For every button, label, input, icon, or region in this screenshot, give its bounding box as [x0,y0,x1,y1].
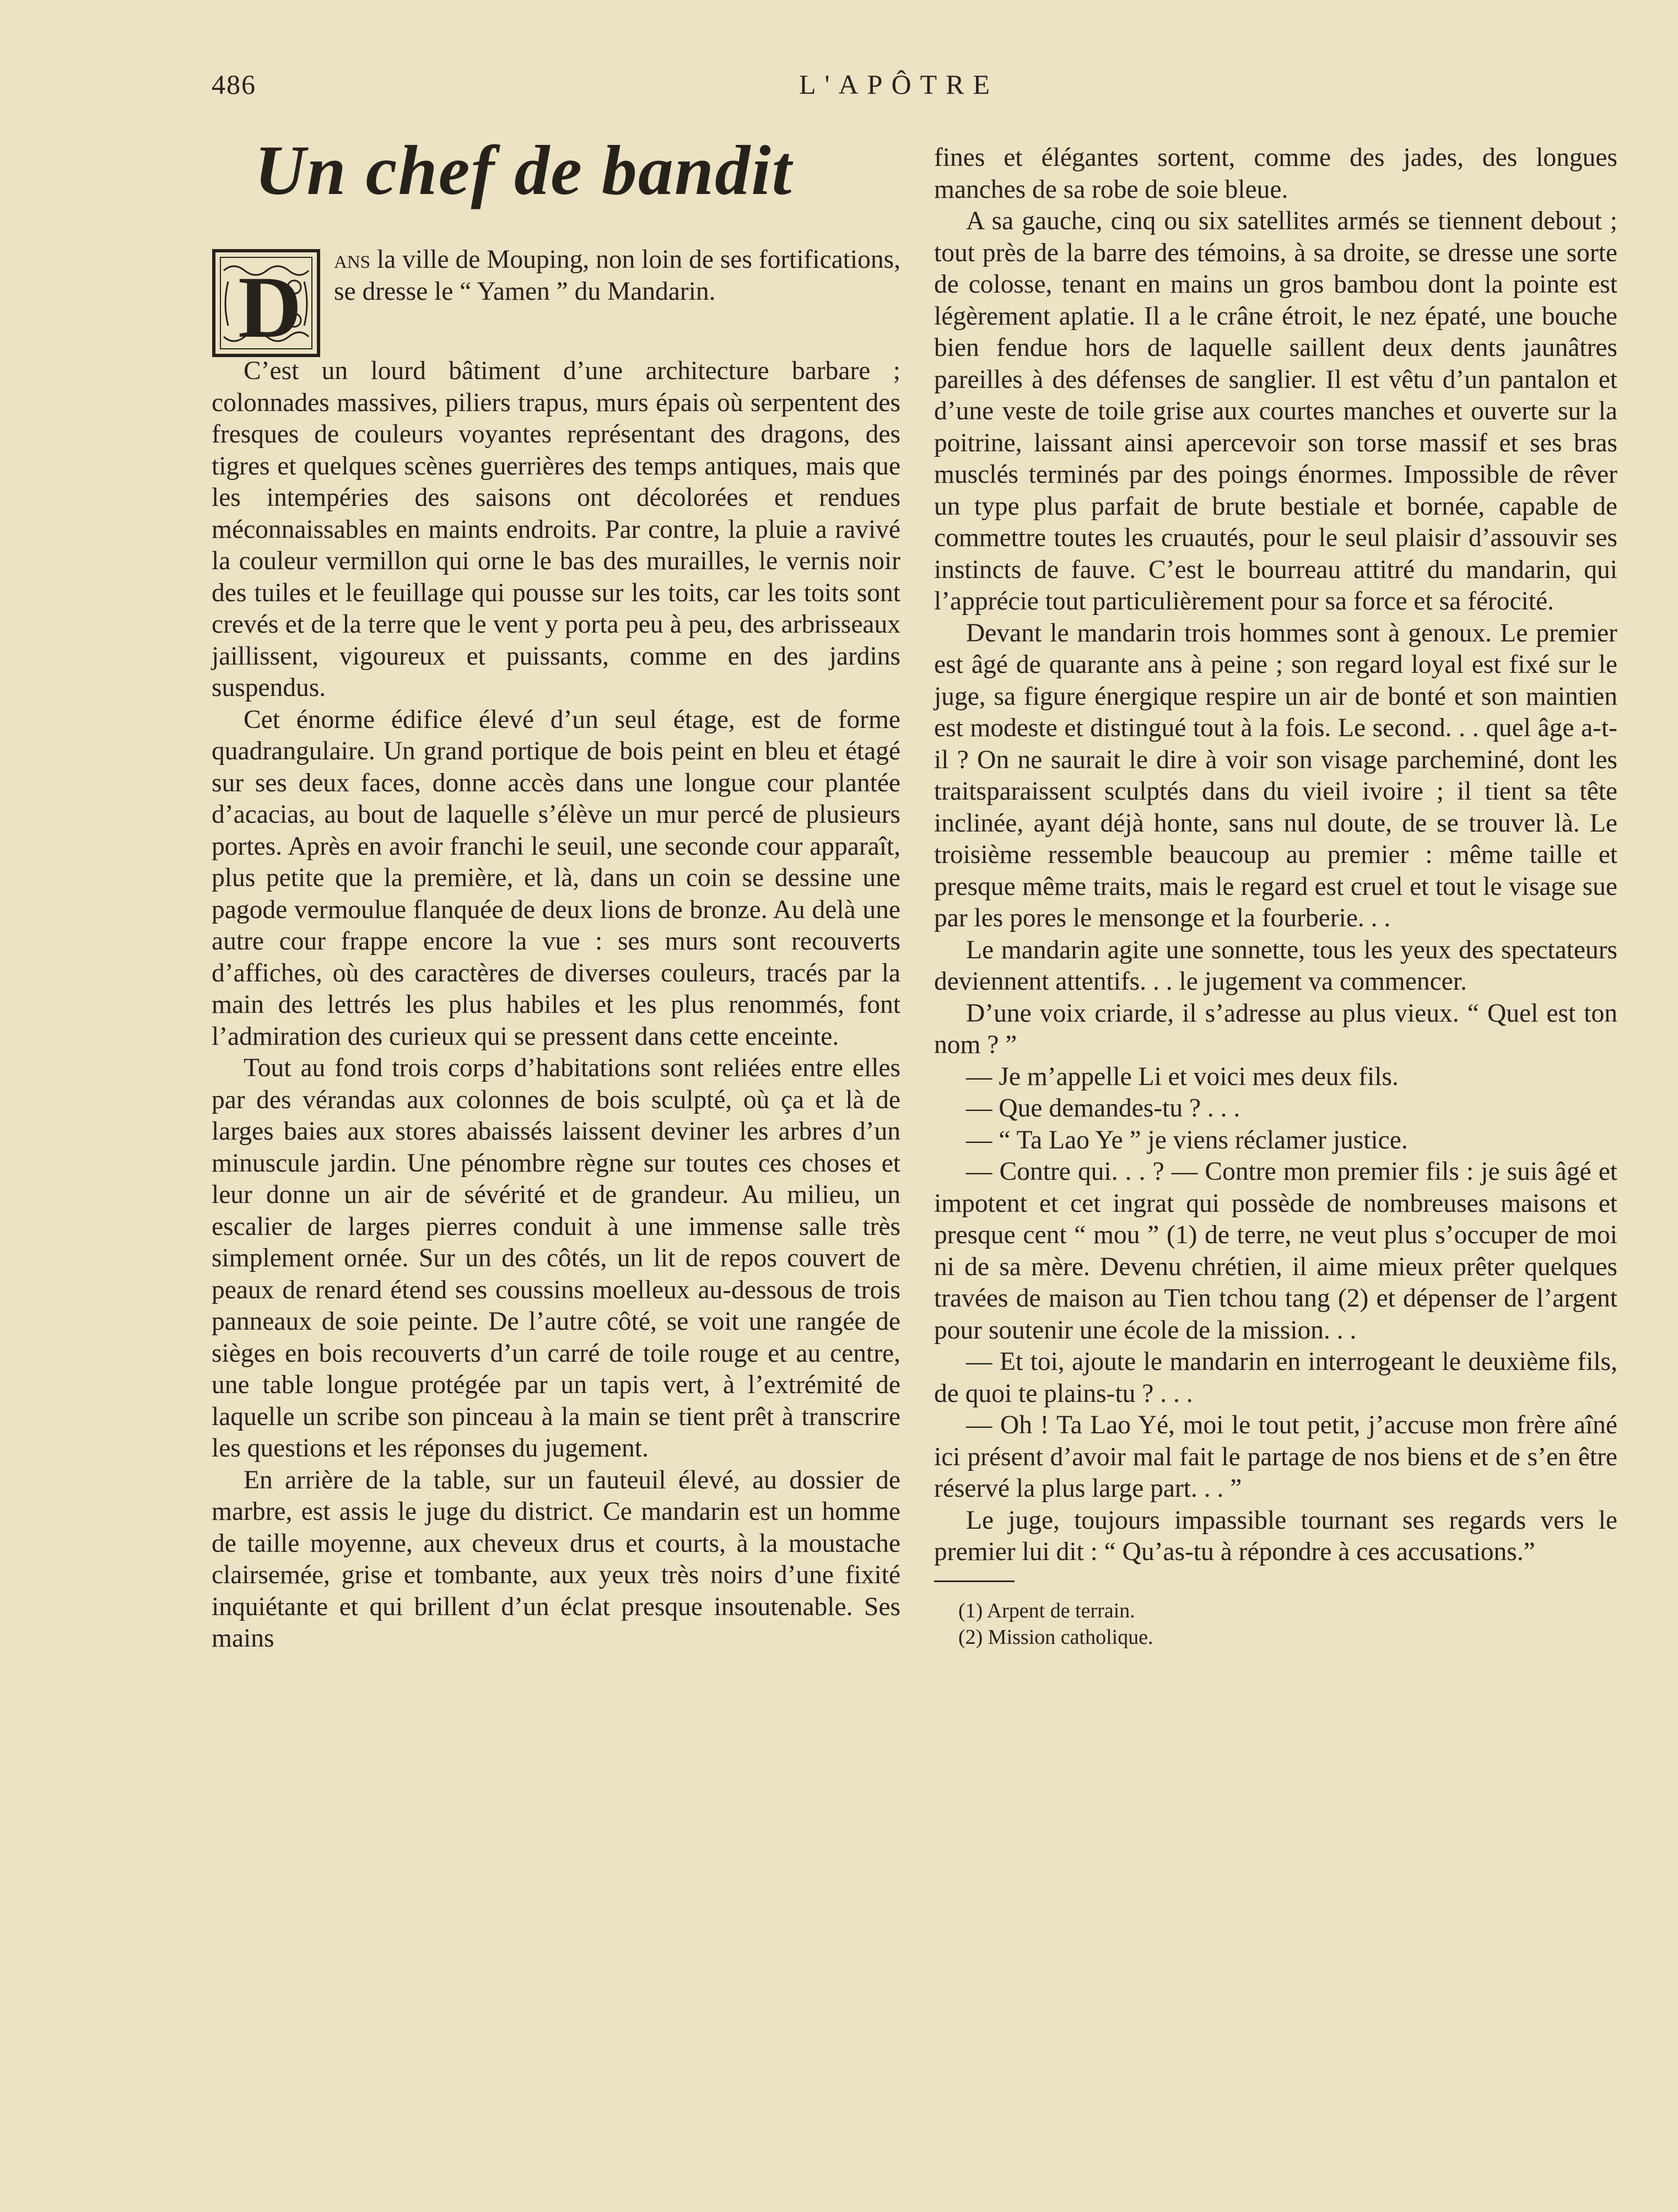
dialogue-line: — Que demandes-tu ? . . . [966,1094,1240,1123]
footnote: (1) Arpent de terrain. [958,1599,1135,1622]
dialogue-line: — Oh ! Ta Lao Yé, moi le tout petit, j’accuse mon frère aîné ici présent d’avoir mal fait le partage de nos biens et de s’en être réservé la plus large part. . . ” [934,1411,1617,1503]
opening-paragraph [212,244,900,358]
dropcap-letter: D [238,258,302,356]
paragraph: En arrière de la table, sur un fauteuil élevé, au dossier de marbre, est assis le juge du district. Ce mandarin est un homme de taille moyenne, aux cheveux drus et courts, à la moustache clairsemée, grise et tombante, aux yeux très noirs d’une fixité inquiétante et qui brillent d’un éclat presque insoutenable. Ses mains [212,1465,900,1653]
footnote: (2) Mission catholique. [958,1625,1153,1649]
paragraph: Le juge, toujours impassible tournant ses regards vers le premier lui dit : “ Qu’as-tu à répondre à ces accusations.” [934,1506,1617,1566]
paragraph: fines et élégantes sortent, comme des jades, des longues manches de sa robe de soie bleue. [934,143,1617,204]
paragraph [334,244,900,307]
running-head: L'APÔTRE [799,69,999,100]
left-column [212,131,900,1655]
footnote-divider [934,1580,1015,1582]
page-number: 486 [212,69,256,100]
paragraph-text: la ville de Mouping, non loin de ses fortifications, se dresse le “ Yamen ” du Mandarin. [334,245,900,306]
paragraph: A sa gauche, cinq ou six satellites armés se tiennent debout ; tout près de la barre des témoins, à sa droite, se dresse une sorte de colosse, tenant en mains un gros bambou dont la pointe est légèrement aplatie. Il a le crâne étroit, le nez épaté, une bouche bien fendue hors de laquelle saillent deux dents jaunâtres pareilles à des défenses de sanglier. Il est vêtu d’un pantalon et d’une veste de toile grise aux courtes manches et ouverte sur la poitrine, laissant ainsi apercevoir son torse massif et ses bras musclés terminés par des poings énormes. Impossible de rêver un type plus parfait de brute bestiale et bornée, capable de commettre toutes les cruautés, pour le seul plaisir d’assouvir ses instincts de fauve. C’est le bourreau attitré du mandarin, qui l’apprécie tout particulièrement pour sa force et sa férocité. [934,207,1617,616]
dialogue-line: — Je m’appelle Li et voici mes deux fils. [966,1062,1399,1091]
paragraph: Tout au fond trois corps d’habitations sont reliées entre elles par des vérandas aux colonnes de bois sculpté, où ça et là de larges baies aux stores abaissés laissent deviner les arbres d’un minuscule jardin. Une pénombre règne sur toutes ces choses et leur donne un air de sévérité et de grandeur. Au milieu, un escalier de larges pierres conduit à une immense salle très simplement ornée. Sur un des côtés, un lit de repos couvert de peaux de renard étend ses coussins moelleux au-dessous de trois panneaux de soie peinte. De l’autre côté, se voit une rangée de sièges en bois recouverts d’un carré de toile rouge et au centre, une table longue protégée par un tapis vert, à l’extrémité de laquelle un scribe son pinceau à la main se tient prêt à transcrire les questions et les réponses du jugement. [212,1054,900,1463]
dropcap-rest: ans [334,245,371,274]
dialogue-line: — Et toi, ajoute le mandarin en interrogeant le deuxième fils, de quoi te plains-tu ? . . . [934,1347,1617,1408]
dialogue-line: — “ Ta Lao Ye ” je viens réclamer justice. [966,1125,1408,1154]
paragraph: D’une voix criarde, il s’adresse au plus vieux. “ Quel est ton nom ? ” [934,999,1617,1059]
article-title: Un chef de bandit [255,131,793,209]
ornamental-dropcap-icon [212,249,321,358]
paragraph: Devant le mandarin trois hommes sont à genoux. Le premier est âgé de quarante ans à peine ; son regard loyal est fixé sur le juge, sa figure énergique respire un air de bonté et son maintien est modeste et distingué tout à la fois. Le second. . . quel âge a-t-il ? On ne saurait le dire à voir son visage parcheminé, dont les traitsparaissent sculptés dans du vieil ivoire ; il tient sa tête inclinée, ayant déjà honte, sans nul doute, de se trouver là. Le troisième ressemble beaucoup au premier : même taille et presque même traits, mais le regard est cruel et tout le visage sue par les pores le mensonge et la fourberie. . . [934,618,1617,932]
right-column [934,142,1617,1650]
paragraph: Cet énorme édifice élevé d’un seul étage, est de forme quadrangulaire. Un grand portique de bois peint en bleu et étagé sur ses deux faces, donne accès dans une longue cour plantée d’acacias, au bout de laquelle s’élève un mur percé de plusieurs portes. Après en avoir franchi le seuil, une seconde cour apparaît, plus petite que la première, et là, dans un coin se dessine une pagode vermoulue flanquée de deux lions de bronze. Au delà une autre cour frappe encore la vue : ses murs sont recouverts d’affiches, où des caractères de diverses couleurs, tracés par la main des lettrés les plus habiles et les plus renommés, font l’admiration des curieux qui se pressent dans cette enceinte. [212,705,900,1051]
paragraph: Le mandarin agite une sonnette, tous les yeux des spectateurs deviennent attentifs. . . le jugement va commencer. [934,935,1617,996]
paragraph: C’est un lourd bâtiment d’une architecture barbare ; colonnades massives, piliers trapus, murs épais où serpentent des fresques de couleurs voyantes représentant des dragons, des tigres et quelques scènes guerrières des temps antiques, mais que les intempéries des saisons ont décolorées et rendues méconnaissables en maints endroits. Par contre, la pluie a ravivé la couleur vermillon qui orne le bas des murailles, le vernis noir des tuiles et le feuillage qui pousse sur les toits, car les toits sont crevés et de la terre que le vent y porta peu à peu, des arbrisseaux jaillissent, vigoureux et puissants, comme en des jardins suspendus. [212,357,900,702]
dialogue-line: — Contre qui. . . ? — Contre mon premier fils : je suis âgé et impotent et cet ingrat qui possède de nombreuses maisons et presque cent “ mou ” (1) de terre, ne veut plus s’occuper de moi ni de sa mère. Devenu chrétien, il aime mieux prêter quelques travées de maison au Tien tchou tang (2) et dépenser de l’argent pour soutenir une école de la mission. . . [934,1157,1617,1345]
